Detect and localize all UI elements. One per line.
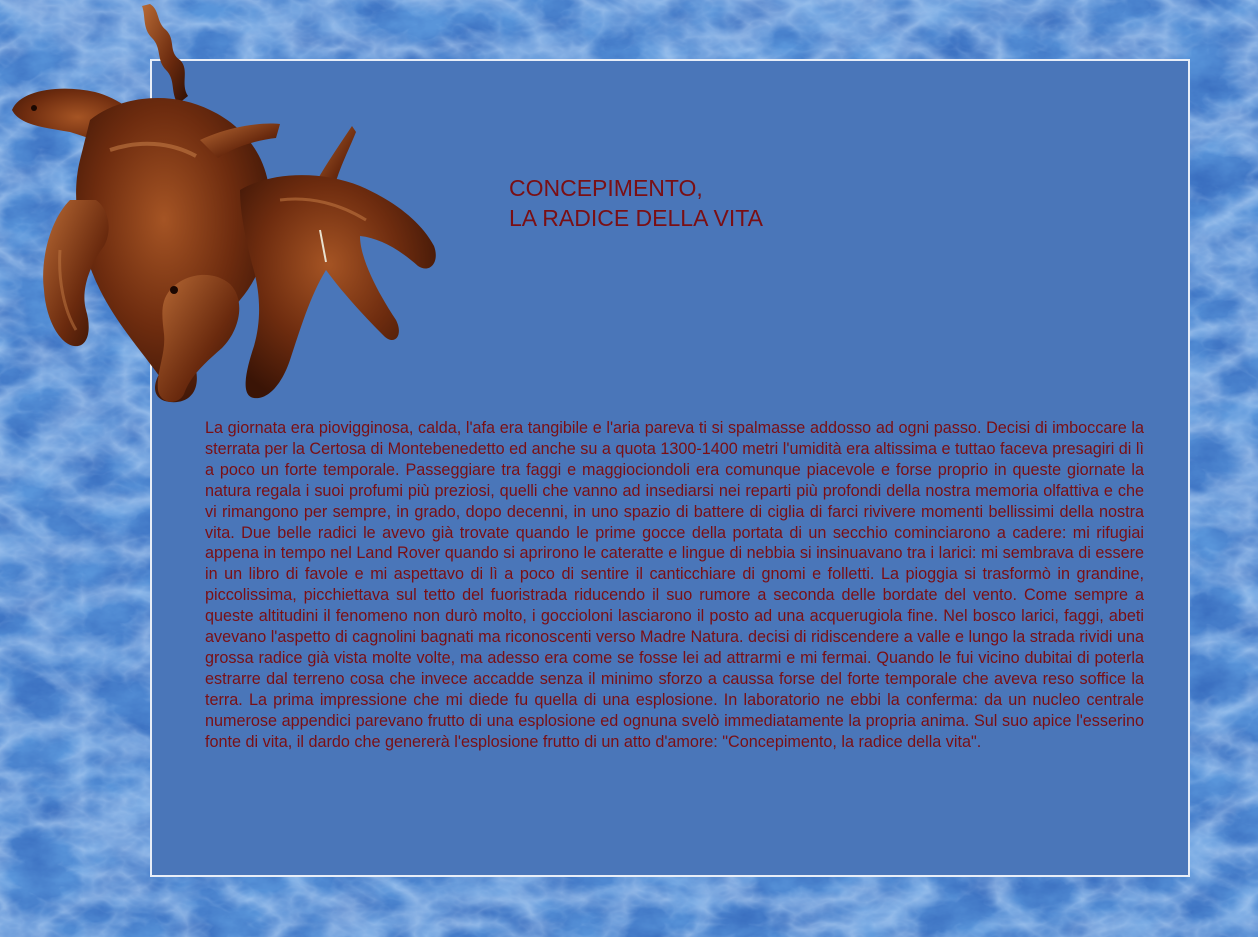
page-title-line-1: CONCEPIMENTO, xyxy=(509,175,703,201)
root-sculpture-icon xyxy=(0,0,440,410)
page-title-line-2: LA RADICE DELLA VITA xyxy=(509,205,763,231)
story-text: La giornata era piovigginosa, calda, l'afa era tangibile e l'aria pareva ti si spalmasse addosso ad ogni passo. Decisi di imboccare la sterrata per la Certosa di Montebenedetto ed anche su a quota 1300-1400 metri l'umidità era altissima e tuttao faceva presagiri di lì a poco un forte temporale. Passeggiare tra faggi e maggiociondoli era comunque piacevole e forse proprio in queste giornate la natura regala i suoi profumi più preziosi, quelli che vanno ad insediarsi nei reparti più profondi della nostra memoria olfattiva e che vi rimangono per sempre, in grado, dopo decenni, in uno spazio di battere di ciglia di farci rivivere momenti bellissimi della nostra vita. Due belle radici le avevo già trovate quando le prime gocce della portata di un secchio cominciarono a cadere: mi rifugiai appena in tempo nel Land Rover quando si aprirono le cateratte e lingue di nebbia si insinuavano tra i larici: mi sembrava di essere in un libro di favole e mi aspettavo di lì a poco di sentire il canticchiare di gnomi e folletti. La pioggia si trasformò in grandine, piccolissima, picchiettava sul tetto del fuoristrada riducendo il suo rumore a seconda delle bordate del vento. Come sempre a queste altitudini il fenomeno non durò molto, i goccioloni lasciarono il posto ad una acquerugiola fine. Nel bosco larici, faggi, abeti avevano l'aspetto di cagnolini bagnati ma riconoscenti verso Madre Natura. decisi di ridiscendere a valle e lungo la strada rividi una grossa radice già vista molte volte, ma adesso era come se fosse lei ad attrarmi e mi fermai. Quando le fui vicino dubitai di poterla estrarre dal terreno cosa che invece accadde senza il minimo sforzo a caussa forse del forte temporale che aveva reso soffice la terra. La prima impressione che mi diede fu quella di una esplosione. In laboratorio ne ebbi la conferma: da un nucleo centrale numerose appendici parevano frutto di una esplosione ed ognuna svelò immediatamente la propria anima. Sul suo apice l'esserino fonte di vita, il dardo che genererà l'esplosione frutto di un atto d'amore: "Concepimento, la radice della vita". xyxy=(205,419,1144,751)
page-title xyxy=(509,173,763,233)
